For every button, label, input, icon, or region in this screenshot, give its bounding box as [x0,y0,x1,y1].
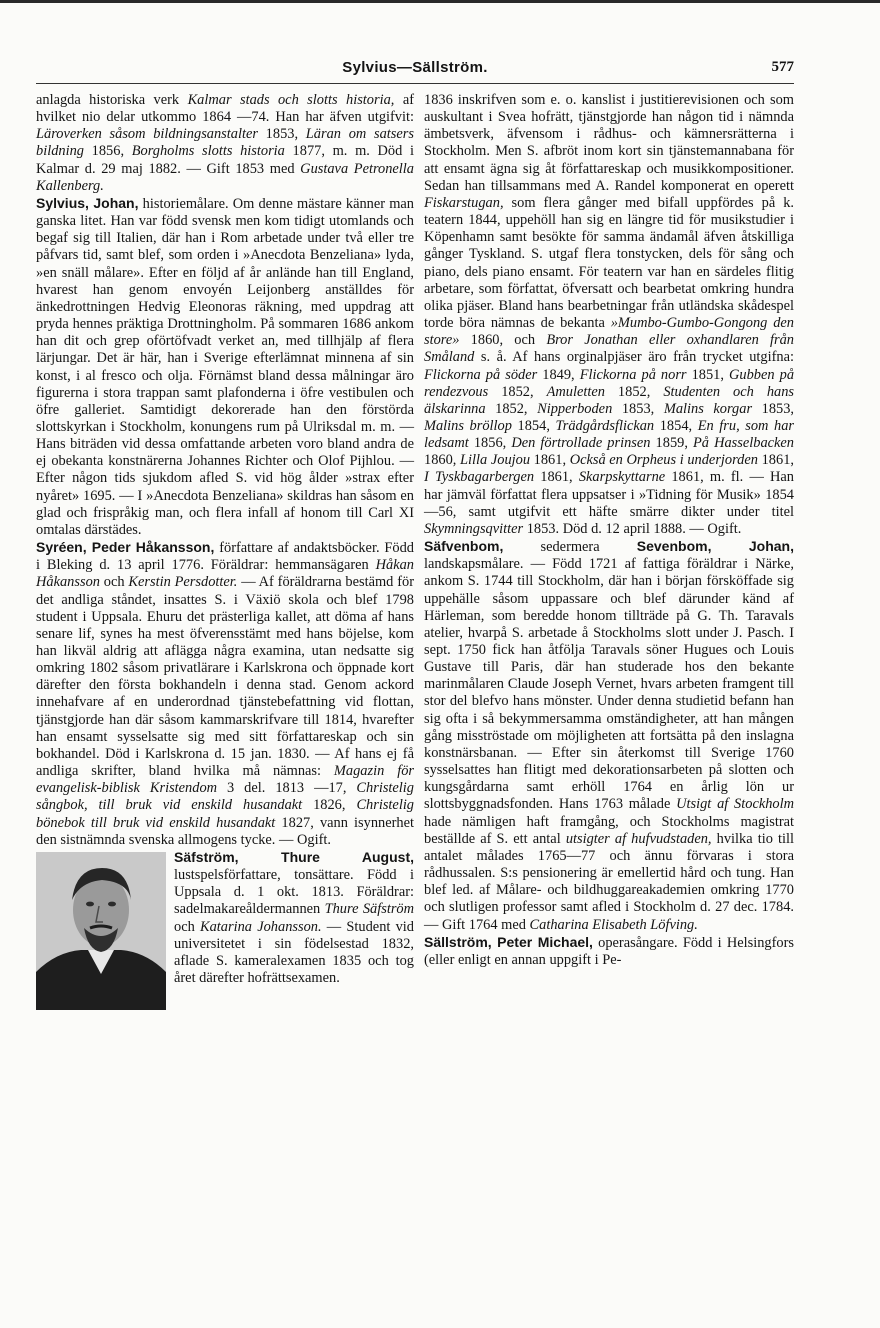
entry-continuation-kalmar: anlagda historiska verk Kalmar stads och slotts historia, af hvilket nio delar utkommo 1864 —74. Han har äfven utgifvit: Läroverken såsom bildningsanstalter 1853, Läran om satsers bildning 1856, Borgholms slotts historia 1877, m. m. Död i Kalmar d. 29 maj 1882. — Gift 1853 med Gustava Petronella Kallenberg. [36,92,414,194]
page-header [36,59,794,85]
entry-safvenbom: Säfvenbom, sedermera Sevenbom, Johan, landskapsmålare. — Född 1721 af fattiga föräldrar i Närke, ankom S. 1744 till Stockholm, där han i början försköffade sig uppehälle såsom uppassare och blef därunder känd af Härleman, som beredde honom tillträde på G. Th. Taravals atelier, hvarpå S. arbetade å Stockholms slott under J. Pasch. I sept. 1750 fick han åtfölja Taravals söner Hugues och Louis Gustave till Paris, där han studerade hos den bekante marinmålaren Claude Joseph Vernet, hvars arbeten framgent till stor del blefvo hans mönster. Under denna studietid befann han sig ofta i så bekymmersamma omständigheter, att han mången gång misströstade om möjligheten att fortsätta på den inslagna konstnärsbanan. — Efter sin återkomst till Sverige 1760 sysselsattes han flitigt med dekorationsarbeten på slotten och kungsgårdarna samt erhöll 1764 en årlig lön ur slottsbyggnadsfonden. Hans 1763 målade Utsigt af Stockholm hade nämligen haft framgång, och Stockholms magistrat beställde af S. ett antal utsigter af hufvudstaden, hvilka tio till antalet målades 1765—77 och ännu förvaras i stora rådhussalen. S:s pensionering är emellertid hård och tung. Han blef led. af Målare- och bildhuggareakademien omkring 1770 och slutligen professor samt afled i Stockholm d. 27 dec. 1784. — Gift 1764 med Catharina Elisabeth Löfving. [424,538,794,933]
entry-sylvius: Sylvius, Johan, historiemålare. Om denne mästare känner man ganska litet. Han var född svensk men kom tidigt utomlands och begaf sig till Italien, där han i Rom arbetade under två eller tre påfvars tid, samt blef, som orden i »Anecdota Benzeliana» lyda, »en snäll målare». Efter en följd af år anlände han till England, hvarest han genom envoyén Leijonberg anställdes för änkedrottningen Hedvig Eleonoras räkning, med uppdrag att pryda hennes präktiga Drottningholm. På sommaren 1686 ankom han dit och grep oförtöfvadt verket an, med tillhjälp af flera lärjungar. Det är här, han i Sverige efterlämnat minnena af sin konst, i al fresco och olja. Förnämst bland dessa målningar äro figurerna i stora trappan samt plafonderna i öfre vestibulen och öfre galleriet. Samtidigt dekorerade han den förstörda slottskyrkan i Stockholm, konungens rum på Ulriksdal m. m. — Hans biträden vid dessa omfattande arbeten voro bland andra de ej obekanta konstnärerna Johannes Richter och Olof Pijhlou. — Efter någon tids sjukdom afled S. vid hög ålder »strax efter nyåret» 1695. — I »Anecdota Benzeliana» skildras han såsom en glad och frispråkig man, och flera infall af honom till Carl XI omtalas därstädes. [36,194,414,538]
headword: Säfström, Thure August, [174,848,414,865]
entry-sallstrom: Sällström, Peter Michael, operasångare. Född i Helsingfors (eller enligt en annan uppgift i Pe- [424,933,795,968]
right-column [424,92,794,969]
headword: Sällström, Peter Michael, [424,933,593,950]
running-title: Sylvius—Sällström. [342,59,488,76]
page-edge-line [0,0,880,3]
headword: Sylvius, Johan, [36,194,139,211]
left-column [36,92,414,1010]
header-rule [36,83,794,84]
entry-safstrom: Säfström, Thure August, lustspelsförfattare, tonsättare. Född i Uppsala d. 1 okt. 1813. Föräldrar: sadelmakareåldermannen Thure Säfström och Katarina Johansson. — Student vid universitetet i sin födelsestad 1832, aflade S. kameralexamen 1835 och tog året därefter hofrättsexamen. [36,849,414,987]
entry-syreen: Syréen, Peder Håkansson, författare af andaktsböcker. Född i Bleking d. 13 april 1776. Föräldrar: hemmansägaren Håkan Håkansson och Kerstin Persdotter. — Af föräldrarna bestämd för det andliga ståndet, insattes S. i Växiö skola och blef 1798 student i Uppsala. Ehuru det prästerliga kallet, att döma af hans senare lif, synes ha mest öfverensstämt med hans böjelse, kom han likväl aldrig att aflägga några examina, utan nedsatte sig omkring 1802 såsom privatlärare i Karlskrona och öppnade kort därefter den första bokhandeln i denna stad. Genom ackord innehafvare af en underordnad tjänstebefattning vid flottan, tjänstgjorde han där såsom kammarskrifvare till 1814, hvarefter han ensamt sysselsatte sig med sitt författareskap och sin bokhandel. Död i Karlskrona d. 15 jan. 1830. — Af hans ej få andliga skrifter, bland hvilka må nämnas: Magazin för evangelisk-biblisk Kristendom 3 del. 1813 —17, Christelig sångbok, till bruk vid enskild husandakt 1826, Christelig bönebok till bruk vid enskild husandakt 1827, vann isynnerhet den sistnämnda svenska allmogens tycke. — Ogift. [36,539,415,848]
portrait-image [36,852,166,1010]
entry-continuation-safstrom: 1836 inskrifven som e. o. kanslist i justitierevisionen och som auskultant i Svea hofrätt, tjänstgjorde han någon tid i nämnda ämbetsverk, äfvensom i rådhus- och kämnersrätterna i Stockholm. Men S. afbröt inom kort sin tjänstemannabana för att ensamt ägna sig åt författareskap och musikkompositioner. Sedan han tillsammans med A. Randel komponerat en operett Fiskarstugan, som flera gånger med bifall uppfördes på k. teatern 1844, uppehöll han sig en längre tid för musikstudier i Köpenhamn samt besökte för samma ändamål äfven åtskilliga gånger Tyskland. S. utgaf flera tonstycken, dels för sång och piano, dels piano ensamt. För teatern var han en särdeles flitig arbetare, som författat, öfversatt och bearbetat omkring hundra olika pjäser. Bland hans bearbetningar från utländska skådespel torde böra nämnas de bekanta »Mumbo-Gumbo-Gongong den store» 1860, och Bror Jonathan eller oxhandlaren från Småland s. å. Af hans orginalpjäser äro från trycket utgifna: Flickorna på söder 1849, Flickorna på norr 1851, Gubben på rendezvous 1852, Amuletten 1852, Studenten och hans älskarinna 1852, Nipperboden 1853, Malins korgar 1853, Malins bröllop 1854, Trädgårdsflickan 1854, En fru, som har ledsamt 1856, Den förtrollade prinsen 1859, På Hasselbacken 1860, Lilla Joujou 1861, Också en Orpheus i underjorden 1861, I Tyskbagarbergen 1861, Skarpskyttarne 1861, m. fl. — Han har jämväl författat flera uppsatser i »Tidning för Musik» 1854—56, samt utgifvit ett häfte smärre dikter under titel Skymningsqvitter 1853. Död d. 12 april 1888. — Ogift. [424,92,795,537]
page-number: 577 [771,59,794,75]
headword: Syréen, Peder Håkansson, [36,539,215,556]
headword-alt: Sevenbom, Johan, [636,538,794,555]
headword: Säfvenbom, [424,538,504,555]
